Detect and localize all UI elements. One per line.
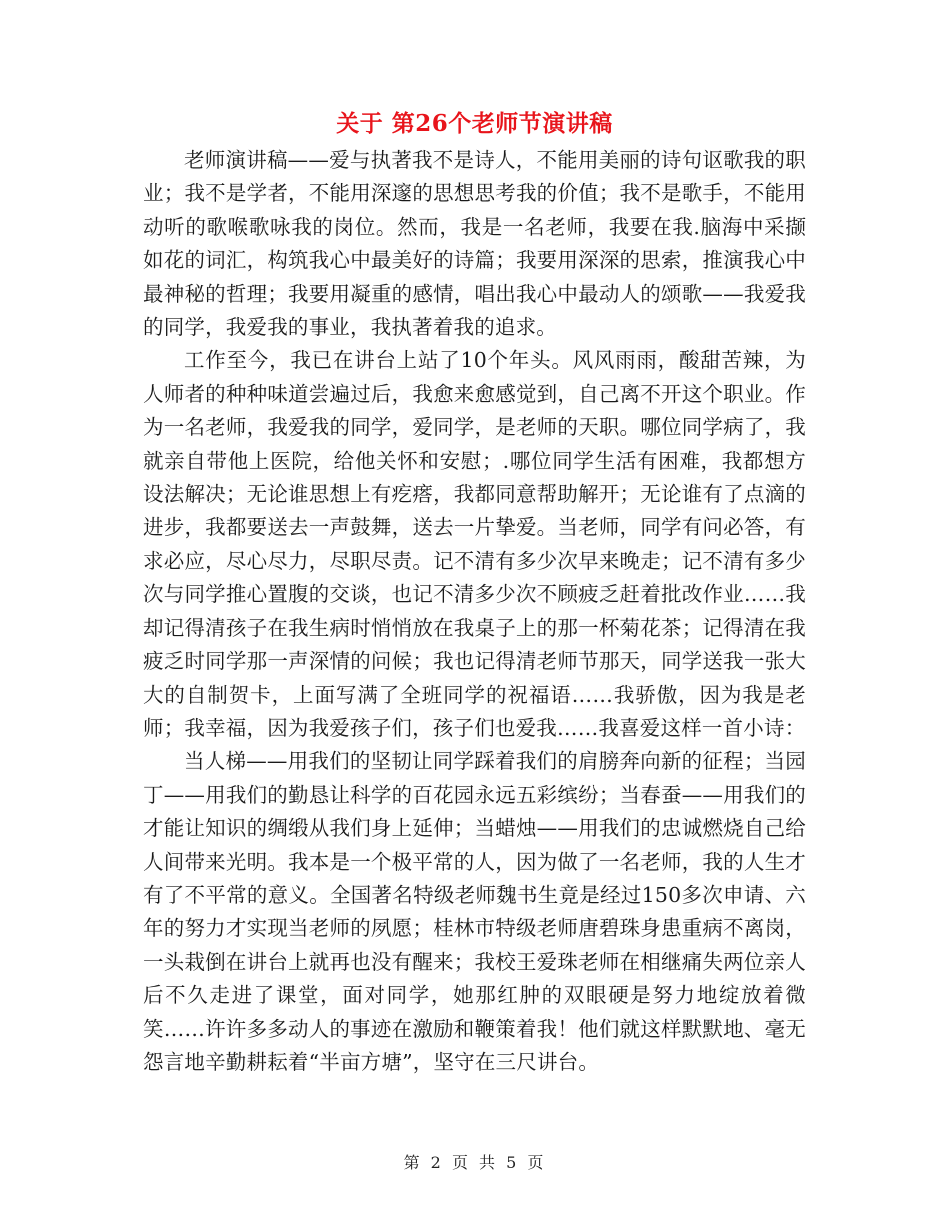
paragraph-3: 当人梯——用我们的坚韧让同学踩着我们的肩膀奔向新的征程；当园丁——用我们的勤恳让科学的百花园永远五彩缤纷；当春蚕——用我们的才能让知识的绸缎从我们身上延伸；当蜡烛——用我们的忠诚燃烧自己给人间带来光明。我本是一个极平常的人，因为做了一名老师，我的人生才有了不平常的意义。全国著名特级老师魏书生竟是经过150多次申请、六年的努力才实现当老师的夙愿；桂林市特级老师唐碧珠身患重病不离岗，一头栽倒在讲台上就再也没有醒来；我校王爱珠老师在相继痛失两位亲人后不久走进了课堂，面对同学，她那红肿的双眼硬是努力地绽放着微笑……许许多多动人的事迹在激励和鞭策着我！他们就这样默默地、毫无怨言地辛勤耕耘着“半亩方塘”，坚守在三尺讲台。 (143, 749, 806, 1074)
page-footer: 第 2 页 共 5 页 (403, 1153, 547, 1172)
document-title: 关于 第26个老师节演讲稿 (336, 110, 613, 137)
document-page (143, 106, 806, 1079)
paragraph-1: 老师演讲稿——爱与执著我不是诗人，不能用美丽的诗句讴歌我的职业；我不是学者，不能用深邃的思想思考我的价值；我不是歌手，不能用动听的歌喉歌咏我的岗位。然而，我是一名老师，我要在我.脑海中采撷如花的词汇，构筑我心中最美好的诗篇；我要用深深的思索，推演我心中最神秘的哲理；我要用凝重的感情，唱出我心中最动人的颂歌——我爱我的同学，我爱我的事业，我执著着我的追求。 (143, 148, 806, 340)
paragraph-2: 工作至今，我已在讲台上站了10个年头。风风雨雨，酸甜苦辣，为人师者的种种味道尝遍过后，我愈来愈感觉到，自己离不开这个职业。作为一名老师，我爱我的同学，爱同学，是老师的天职。哪位同学病了，我就亲自带他上医院，给他关怀和安慰；.哪位同学生活有困难，我都想方设法解决；无论谁思想上有疙瘩，我都同意帮助解开；无论谁有了点滴的进步，我都要送去一声鼓舞，送去一片挚爱。当老师，同学有问必答，有求必应，尽心尽力，尽职尽责。记不清有多少次早来晚走；记不清有多少次与同学推心置腹的交谈，也记不清多少次不顾疲乏赶着批改作业……我却记得清孩子在我生病时悄悄放在我桌子上的那一杯菊花茶；记得清在我疲乏时同学那一声深情的问候；我也记得清老师节那天，同学送我一张大大的自制贺卡，上面写满了全班同学的祝福语……我骄傲，因为我是老师；我幸福，因为我爱孩子们，孩子们也爱我……我喜爱这样一首小诗： (143, 348, 806, 740)
